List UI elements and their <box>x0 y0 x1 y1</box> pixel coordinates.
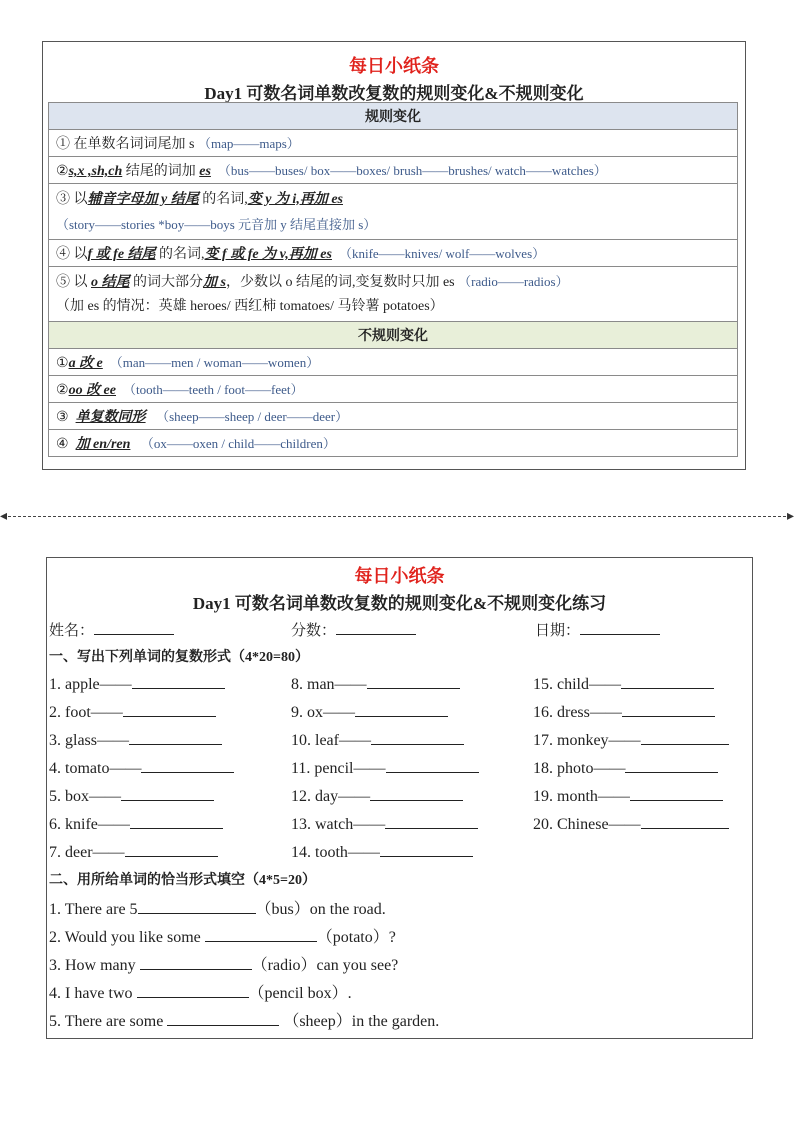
fill-item: 1. There are 5 （bus）on the road. <box>49 896 386 919</box>
answer-blank[interactable] <box>641 812 729 829</box>
answer-blank[interactable] <box>370 784 463 801</box>
answer-blank[interactable] <box>371 728 464 745</box>
answer-blank[interactable] <box>123 700 216 717</box>
answer-blank[interactable] <box>355 700 448 717</box>
answer-blank[interactable] <box>121 784 214 801</box>
section-one-heading: 一、写出下列单词的复数形式（4*20=80） <box>49 650 309 665</box>
word-item: 18. photo—— <box>533 756 718 778</box>
word-item: 16. dress—— <box>533 700 715 722</box>
word-item: 14. tooth—— <box>291 840 473 862</box>
answer-blank[interactable] <box>625 756 718 773</box>
rules-table <box>48 102 738 457</box>
word-item: 19. month—— <box>533 784 723 806</box>
answer-blank[interactable] <box>140 953 252 970</box>
irregular-header: 不规则变化 <box>49 322 738 349</box>
name-field: 姓名： <box>49 618 174 640</box>
answer-blank[interactable] <box>385 812 478 829</box>
answer-blank[interactable] <box>367 672 460 689</box>
word-item: 20. Chinese—— <box>533 812 729 834</box>
regular-header: 规则变化 <box>49 103 738 130</box>
answer-blank[interactable] <box>167 1009 279 1026</box>
irregular-row: ④ 加 en/ren （ox——oxen / child——children） <box>49 430 738 457</box>
cut-line <box>8 516 786 517</box>
arrow-right-icon: ▸ <box>786 508 794 524</box>
word-item: 13. watch—— <box>291 812 478 834</box>
word-item: 2. foot—— <box>49 700 216 722</box>
score-field: 分数： <box>291 618 416 640</box>
word-item: 12. day—— <box>291 784 463 806</box>
answer-blank[interactable] <box>132 672 225 689</box>
answer-blank[interactable] <box>141 756 234 773</box>
word-item: 1. apple—— <box>49 672 225 694</box>
score-blank[interactable] <box>336 618 416 635</box>
card-title: 每日小纸条 <box>349 56 439 76</box>
fill-item: 5. There are some （sheep）in the garden. <box>49 1008 439 1031</box>
word-item: 5. box—— <box>49 784 214 806</box>
answer-blank[interactable] <box>622 700 715 717</box>
fill-item: 3. How many （radio）can you see? <box>49 952 398 975</box>
arrow-left-icon: ◂ <box>0 508 8 524</box>
exercise-card <box>46 557 753 1039</box>
answer-blank[interactable] <box>630 784 723 801</box>
answer-blank[interactable] <box>641 728 729 745</box>
card-subtitle: Day1 可数名词单数改复数的规则变化&不规则变化 <box>204 84 584 103</box>
word-item: 17. monkey—— <box>533 728 729 750</box>
name-blank[interactable] <box>94 618 174 635</box>
rules-card <box>42 41 746 470</box>
card-subtitle: Day1 可数名词单数改复数的规则变化&不规则变化练习 <box>192 594 607 613</box>
word-item: 3. glass—— <box>49 728 222 750</box>
answer-blank[interactable] <box>129 728 222 745</box>
word-item: 10. leaf—— <box>291 728 464 750</box>
answer-blank[interactable] <box>621 672 714 689</box>
rule-row: ④ 以f 或 fe 结尾 的名词,变 f 或 fe 为 v,再加 es （knife——knives/ wolf——wolves） <box>49 240 738 267</box>
word-item: 6. knife—— <box>49 812 223 834</box>
answer-blank[interactable] <box>130 812 223 829</box>
rule-row: ⑤ 以 o 结尾 的词大部分加 s，少数以 o 结尾的词,变复数时只加 es （radio——radios） （加 es 的情况：英雄 heroes/ 西红柿 tomatoes/ 马铃薯 potatoes） <box>49 267 738 322</box>
date-blank[interactable] <box>580 618 660 635</box>
fill-item: 4. I have two （pencil box）. <box>49 980 352 1003</box>
word-item: 9. ox—— <box>291 700 448 722</box>
word-item: 4. tomato—— <box>49 756 234 778</box>
word-item: 15. child—— <box>533 672 714 694</box>
card-title: 每日小纸条 <box>354 566 445 586</box>
date-field: 日期： <box>535 618 660 640</box>
rule-row: ②s,x ,sh,ch 结尾的词加 es （bus——buses/ box——boxes/ brush——brushes/ watch——watches） <box>49 157 738 184</box>
rule-row: ③ 以辅音字母加 y 结尾 的名词,变 y 为 i,再加 es （story——stories *boy——boys 元音加 y 结尾直接加 s） <box>49 184 738 240</box>
answer-blank[interactable] <box>386 756 479 773</box>
irregular-row: ②oo 改 ee （tooth——teeth / foot——feet） <box>49 376 738 403</box>
word-item: 11. pencil—— <box>291 756 479 778</box>
irregular-row: ③ 单复数同形 （sheep——sheep / deer——deer） <box>49 403 738 430</box>
fill-item: 2. Would you like some （potato）? <box>49 924 396 947</box>
word-item: 8. man—— <box>291 672 460 694</box>
irregular-row: ①a 改 e （man——men / woman——women） <box>49 349 738 376</box>
section-two-heading: 二、用所给单词的恰当形式填空（4*5=20） <box>49 873 316 888</box>
word-item: 7. deer—— <box>49 840 218 862</box>
answer-blank[interactable] <box>205 925 317 942</box>
answer-blank[interactable] <box>137 981 249 998</box>
rule-row: ① 在单数名词词尾加 s （map——maps） <box>49 130 738 157</box>
answer-blank[interactable] <box>125 840 218 857</box>
answer-blank[interactable] <box>138 897 256 914</box>
answer-blank[interactable] <box>380 840 473 857</box>
